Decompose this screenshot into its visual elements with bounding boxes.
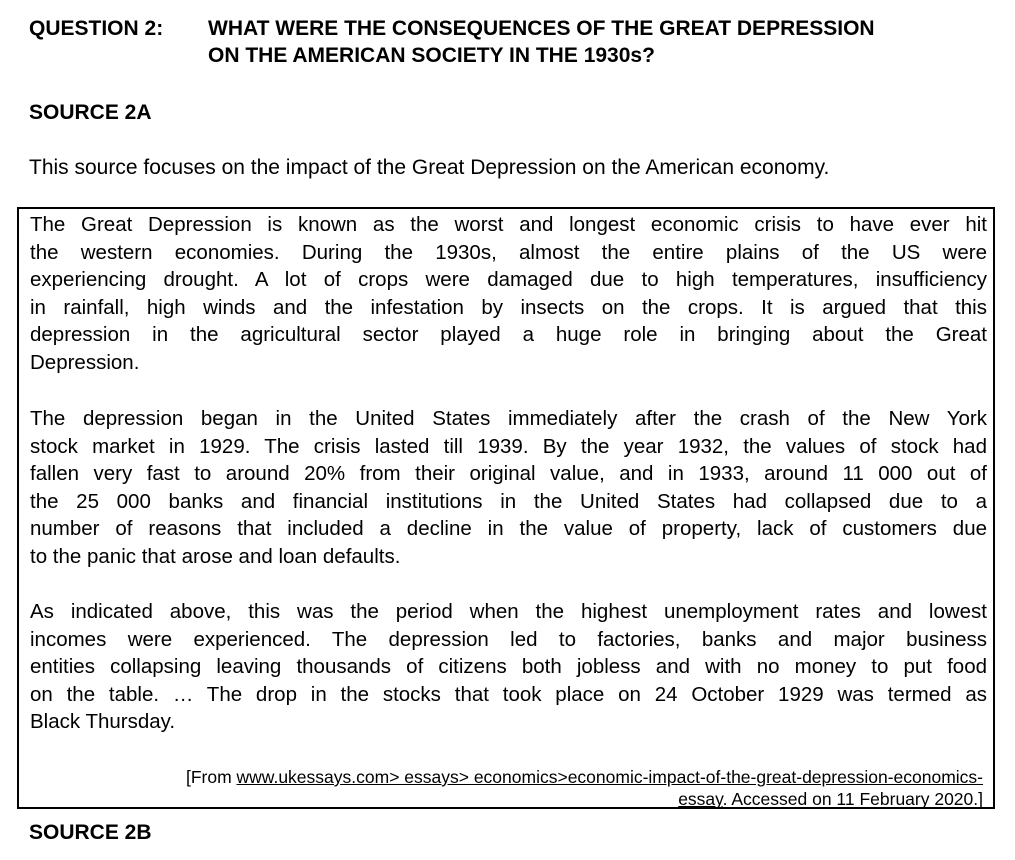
source-2a-intro: This source focuses on the impact of the Great Depression on the American economy. [29, 156, 830, 179]
paragraph-line: Depression. [30, 350, 140, 374]
paragraph-line: stock market in 1929. The crisis lasted till 1939. By the year 1932, the values of stock had [30, 434, 987, 458]
question-title [208, 15, 998, 69]
paragraph-line: The depression began in the United States immediately after the crash of the New York [30, 407, 987, 430]
citation-line-1 [186, 766, 983, 788]
source-2b-heading: SOURCE 2B [29, 821, 152, 844]
paragraph-line: in rainfall, high winds and the infestation by insects on the crops. It is argued that this [30, 295, 987, 319]
paragraph-line: Black Thursday. [30, 710, 176, 733]
source-paragraph-1 [30, 211, 987, 376]
source-2a-heading: SOURCE 2A [29, 101, 152, 124]
source-2a-box [17, 207, 995, 809]
paragraph-line: number of reasons that included a decline in the value of property, lack of customers due [30, 517, 987, 540]
citation-prefix: [From [185, 767, 237, 787]
paragraph-line: fallen very fast to around 20% from their original value, and in 1933, around 11 000 out of [30, 462, 987, 485]
paragraph-line: on the table. … The drop in the stocks that took place on 24 October 1929 was termed as [30, 682, 987, 706]
question-label: QUESTION 2: [29, 17, 164, 40]
question-title-line-2: ON THE AMERICAN SOCIETY IN THE 1930s? [208, 44, 655, 67]
paragraph-line: to the panic that arose and loan defaults. [30, 544, 401, 568]
citation-suffix: . Accessed on 11 February 2020.] [722, 789, 983, 809]
source-paragraph-2 [30, 405, 987, 570]
paragraph-line: As indicated above, this was the period when the highest unemployment rates and lowest [30, 600, 987, 623]
paragraph-line: incomes were experienced. The depression led to factories, banks and major business [30, 627, 987, 651]
paragraph-line: entities collapsing leaving thousands of citizens both jobless and with no money to put food [30, 655, 987, 678]
source-citation [186, 766, 983, 810]
citation-link-continued[interactable]: essay [678, 789, 723, 809]
citation-link[interactable]: www.ukessays.com> essays> economics>economic-impact-of-the-great-depression-economics- [236, 767, 983, 787]
paragraph-line: depression in the agricultural sector played a huge role in bringing about the Great [30, 323, 987, 346]
paragraph-line: The Great Depression is known as the worst and longest economic crisis to have ever hit [30, 213, 987, 236]
paragraph-line: experiencing drought. A lot of crops were damaged due to high temperatures, insufficiency [30, 268, 987, 291]
question-title-line-1: WHAT WERE THE CONSEQUENCES OF THE GREAT DEPRESSION [208, 17, 875, 40]
paragraph-line: the 25 000 banks and financial institutions in the United States had collapsed due to a [30, 489, 987, 513]
source-paragraph-3 [30, 598, 987, 736]
citation-line-2 [186, 788, 983, 810]
paragraph-line: the western economies. During the 1930s, almost the entire plains of the US were [30, 240, 987, 264]
